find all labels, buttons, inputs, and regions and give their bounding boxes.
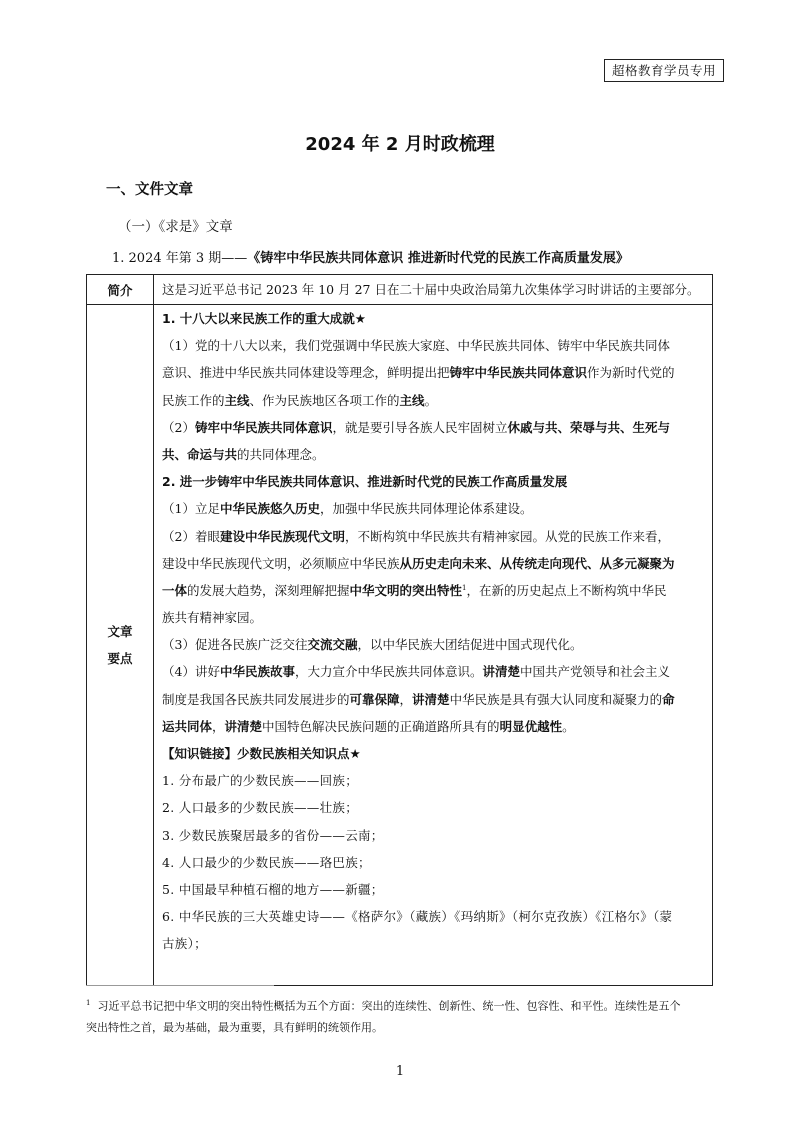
text: 的发展大趋势，深刻理解把握 [187,582,350,598]
text: ，不断构筑中华民族共有精神家园。从党的民族工作来看， [344,528,670,544]
text: 的共同体理念。 [237,446,325,462]
text: ，在新的历史起点上不断构筑中华民 [466,582,667,598]
page-title: 2024 年 2 月时政梳理 [305,134,495,155]
text: ，就是要引导各族人民牢固树立 [332,419,508,435]
points-row [87,305,713,986]
s2-p2-line-2 [162,550,706,577]
bold-text: 休戚与共、荣辱与共、生死与 [507,419,670,435]
text: 中国特色解决民族问题的正确道路所具有的 [262,718,500,734]
article-heading [112,247,629,266]
text: 。 [424,392,438,408]
bold-text: 运共同体 [162,718,213,734]
s2-p4-line-2 [162,686,706,713]
s2-p2-line-4: 族共有精神家园。 [162,610,263,626]
footnote-divider [86,985,274,986]
knowledge-item-6-line-2: 古族）； [162,936,207,952]
s1-p1-line-2 [162,359,706,386]
text: 建设中华民族现代文明，必须顺应中华民族 [162,555,400,571]
bold-text: 可靠保障 [349,691,400,707]
s1-p2-line-2 [162,441,706,468]
text: 。 [562,718,575,734]
article-table [86,274,713,986]
s1-p2-line-1 [162,414,706,441]
s2-p3 [162,631,706,658]
text: 中国共产党领导和社会主义 [520,664,671,680]
intro-text: 这是习近平总书记 2023 年 10 月 27 日在二十届中央政治局第九次集体学习时讲话的主要部分。 [154,275,713,305]
knowledge-item: 4. 人口最少的少数民族——珞巴族； [162,854,371,870]
section-heading: 一、文件文章 [106,182,193,198]
text: 作为新时代党的 [587,365,675,381]
bold-text: 主线 [224,392,250,408]
text: 民族工作的 [162,392,225,408]
bold-text: 讲清楚 [412,691,450,707]
text: 意识、推进中华民族共同体建设等理念，鲜明提出把 [162,365,450,381]
bold-text: 铸牢中华民族共同体意识 [449,365,588,381]
s1-p1-line-1: （1）党的十八大以来，我们党强调中华民族大家庭、中华民族共同体、铸牢中华民族共同体 [162,338,670,354]
bold-text: 明显优越性 [499,718,563,734]
bold-text: 共、命运与共 [162,446,238,462]
section-1-heading: 1. 十八大以来民族工作的重大成就★ [162,311,367,326]
points-label [87,305,154,986]
knowledge-link-heading: 【知识链接】少数民族相关知识点★ [162,746,361,761]
text: （1）立足 [162,501,220,517]
points-label-line-1: 文章 [107,624,133,639]
watermark-stamp: 超格教育学员专用 [604,59,724,82]
bold-text: 命 [662,691,675,707]
page-number: 1 [395,1064,405,1079]
footnote-ref[interactable]: 1 [462,583,467,592]
s2-p4-line-3 [162,713,706,740]
article-prefix: 1. 2024 年第 3 期—— [112,251,248,266]
footnote-line-1 [86,993,726,1017]
knowledge-item: 1. 分布最广的少数民族——回族； [162,773,358,789]
bold-text: 讲清楚 [224,718,263,734]
bold-text: 中华文明的突出特性 [349,582,463,598]
bold-text: 主线 [399,392,425,408]
bold-text: 中华民族悠久历史 [219,501,320,517]
s2-p4-line-1 [162,658,706,685]
s1-p1-line-3 [162,387,706,414]
bold-text: 交流交融 [307,637,358,653]
text: ，大力宣介中华民族共同体意识。 [294,664,483,680]
knowledge-item: 3. 少数民族聚居最多的省份——云南； [162,827,384,843]
text: （2）着眼 [162,528,220,544]
footnote-number: 1 [86,999,91,1007]
knowledge-item: 5. 中国最早种植石榴的地方——新疆； [162,881,384,897]
bold-text: 从历史走向未来、从传统走向现代、从多元凝聚为 [399,555,675,571]
section-2-heading: 2. 进一步铸牢中华民族共同体意识、推进新时代党的民族工作高质量发展 [162,474,568,490]
bold-text: 铸牢中华民族共同体意识 [194,419,333,435]
intro-row [87,275,713,305]
subsection-heading: （一）《求是》文章 [118,219,233,235]
footnote-text: 习近平总书记把中华文明的突出特性概括为五个方面：突出的连续性、创新性、统一性、包容性、和平性。连续性是五个 [97,999,681,1013]
text: ，以中华民族大团结促进中国式现代化。 [357,637,583,653]
footnote [86,993,726,1038]
intro-label: 简介 [87,275,154,305]
s2-p2-line-1 [162,523,706,550]
s2-p2-line-3 [162,577,706,604]
bold-text: 一体 [162,582,188,598]
points-label-line-2: 要点 [107,651,133,666]
bold-text: 中华民族故事 [219,664,295,680]
footnote-line-2: 突出特性之首，最为基础，最为重要，具有鲜明的统领作用。 [86,1020,383,1034]
bold-text: 讲清楚 [482,664,520,680]
points-content [154,305,713,986]
text: 制度是我国各民族共同发展进步的 [162,691,350,707]
knowledge-item-6-line-1: 6. 中华民族的三大英雄史诗——《格萨尔》（藏族）《玛纳斯》（柯尔克孜族）《江格尔》（蒙 [162,909,673,925]
text: （2） [162,419,195,435]
text: 中华民族是具有强大认同度和凝聚力的 [449,691,663,707]
text: ， [399,691,413,707]
knowledge-item: 2. 人口最多的少数民族——壮族； [162,800,358,816]
text: 、作为民族地区各项工作的 [249,392,400,408]
text: ， [212,718,225,734]
text: （4）讲好 [162,664,220,680]
article-title: 《铸牢中华民族共同体意识 推进新时代党的民族工作高质量发展》 [247,251,629,266]
s2-p1 [162,495,706,522]
text: （3）促进各民族广泛交往 [162,637,308,653]
bold-text: 建设中华民族现代文明 [219,528,345,544]
text: ，加强中华民族共同体理论体系建设。 [319,501,533,517]
